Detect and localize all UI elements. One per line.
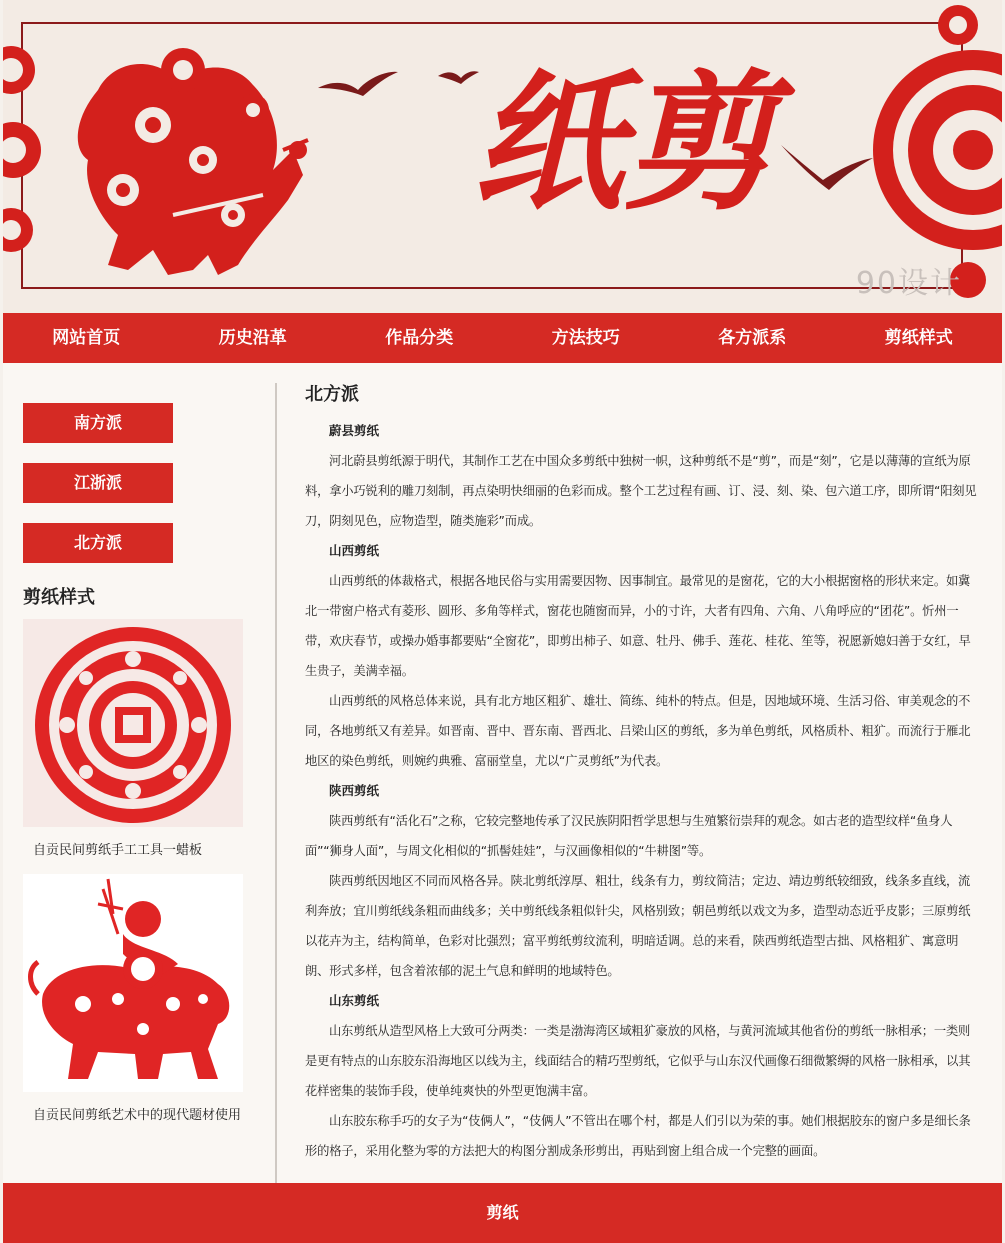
watermark: 90设计 <box>855 266 962 301</box>
paragraph: 河北蔚县剪纸源于明代，其制作工艺在中国众多剪纸中独树一帜，这种剪纸不是“剪”，而是“刻”，它是以薄薄的宣纸为原料，拿小巧锐利的雕刀刻制，再点染明快细丽的色彩而成。整个工艺过程有画、订、浸、刻、染、包六道工序，即所谓“阳刻见刀，阴刻见色，应物造型，随类施彩”而成。 <box>305 454 977 528</box>
nav-item-home[interactable]: 网站首页 <box>52 328 121 348</box>
sidebar-title: 剪纸样式 <box>23 587 95 608</box>
section-title-shaanxi: 陕西剪纸 <box>329 783 380 798</box>
paragraph: 山西剪纸的体裁格式，根据各地民俗与实用需要因物、因事制宜。最常见的是窗花，它的大小根据窗格的形状来定。如冀北一带窗户格式有菱形、圆形、多角等样式，窗花也随窗而异，小的寸许，大者有四角、六角、八角呼应的“团花”。忻州一带，欢庆春节，或操办婚事都要贴“全窗花”，即剪出柿子、如意、牡丹、佛手、莲花、桂花、笙等，祝愿新媳妇善于女红，早生贵子，美满幸福。 <box>305 574 971 678</box>
sidebar-button-jiangzhe[interactable]: 江浙派 <box>23 463 173 503</box>
paragraph: 陕西剪纸因地区不同而风格各异。陕北剪纸淳厚、粗壮，线条有力，剪纹简洁；定边、靖边剪纸较细致，线条多直线，流利奔放；宜川剪纸线条粗而曲线多；关中剪纸线条粗似针尖，风格别致；朝邑剪纸以戏文为多，造型动态近乎皮影；三原剪纸以花卉为主，结构简单，色彩对比强烈；富平剪纸剪纹流利，明暗适调。总的来看，陕西剪纸造型古拙、风格粗犷、寓意明朗、形式多样，包含着浓郁的泥土气息和鲜明的地域特色。 <box>305 874 971 978</box>
rabbit-paper-cut-icon <box>78 48 308 275</box>
paragraph: 山西剪纸的风格总体来说，具有北方地区粗犷、雄壮、简练、纯朴的特点。但是，因地域环境、生活习俗、审美观念的不同，各地剪纸又有差异。如晋南、晋中、晋东南、晋西北、吕梁山区的剪纸，多为单色剪纸，风格质朴、粗犷。而流行于雁北地区的染色剪纸，则婉约典雅、富丽堂皇，尤以“广灵剪纸”为代表。 <box>305 694 971 768</box>
right-medallion-paper-cut-icon <box>873 5 1002 298</box>
vertical-divider <box>275 383 277 1183</box>
nav-item-history[interactable]: 历史沿革 <box>218 328 287 348</box>
section-title-shanxi: 山西剪纸 <box>329 543 380 558</box>
section-title-shandong: 山东剪纸 <box>329 993 380 1008</box>
nav-item-styles[interactable]: 剪纸样式 <box>884 328 953 348</box>
nav-item-schools[interactable]: 各方派系 <box>718 328 787 348</box>
section-title-yuxian: 蔚县剪纸 <box>329 423 380 438</box>
paragraph: 山东剪纸从造型风格上大致可分两类：一类是渤海湾区域粗犷豪放的风格，与黄河流域其他省份的剪纸一脉相承；一类则是更有特点的山东胶东沿海地区以线为主，线面结合的精巧型剪纸，它似乎与山东汉代画像石细微繁缛的风格一脉相承，以其花样密集的装饰手段，使单纯爽快的外型更饱满丰富。 <box>305 1024 971 1098</box>
paper-cut-ox-child-icon[interactable] <box>23 874 243 1092</box>
sidebar-button-north[interactable]: 北方派 <box>23 523 173 563</box>
paragraph: 陕西剪纸有“活化石”之称，它较完整地传承了汉民族阴阳哲学思想与生殖繁衍崇拜的观念。如古老的造型纹样“鱼身人面”“狮身人面”，与周文化相似的“抓髻娃娃”，与汉画像相似的“牛耕图”等。 <box>305 814 953 858</box>
page <box>3 0 1002 1243</box>
calligraphy-title: 纸剪 <box>473 55 774 231</box>
nav-item-techniques[interactable]: 方法技巧 <box>551 328 620 348</box>
paragraph: 山东胶东称手巧的女子为“伎俩人”，“伎俩人”不管出在哪个村，都是人们引以为荣的事。她们根据胶东的窗户多是细长条形的格子，采用化整为零的方法把大的构图分割成条形剪出，再贴到窗上组合成一个完整的画面。 <box>305 1114 971 1158</box>
main-content <box>305 380 981 1166</box>
sidebar-button-south[interactable]: 南方派 <box>23 403 173 443</box>
image-caption-1: 自贡民间剪纸手工工具一蜡板 <box>33 843 203 858</box>
sidebar <box>23 403 253 1123</box>
footer: 剪纸 <box>3 1183 1002 1243</box>
header-banner <box>3 0 1002 313</box>
content-heading: 北方派 <box>305 384 359 405</box>
left-edge-paper-cut-icon <box>3 46 41 252</box>
main-nav <box>3 313 1002 363</box>
banner-artwork <box>3 0 1002 313</box>
nav-item-works[interactable]: 作品分类 <box>385 328 454 348</box>
image-caption-2: 自贡民间剪纸艺术中的现代题材使用 <box>33 1108 242 1123</box>
paper-cut-medallion-icon[interactable] <box>23 619 243 827</box>
